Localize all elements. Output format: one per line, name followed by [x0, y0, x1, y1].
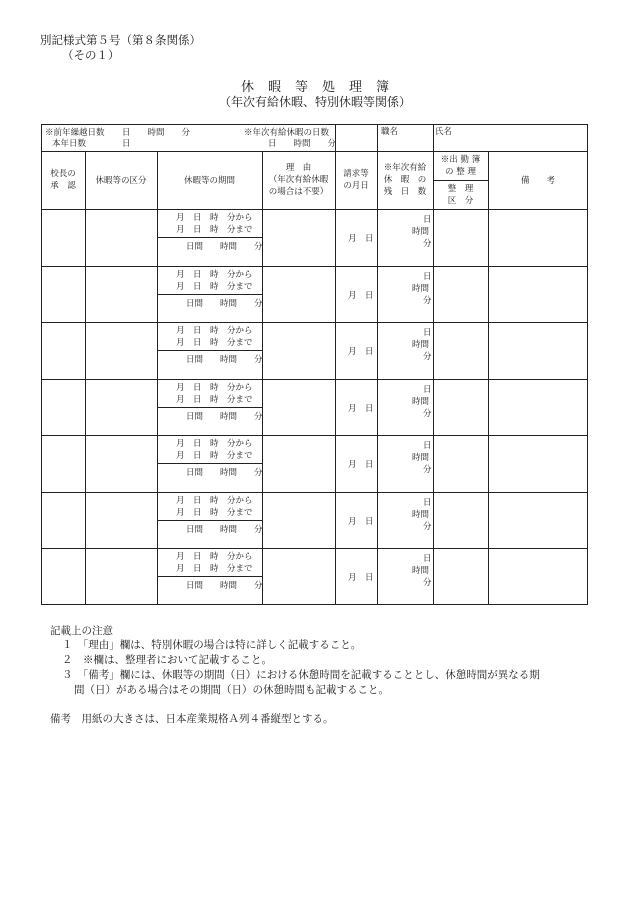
table-row-line [41, 266, 588, 267]
period-duration: 日間 時間 分 [186, 411, 263, 422]
remaining-day: 日 [423, 384, 432, 395]
period-duration: 日間 時間 分 [186, 355, 263, 366]
col-reason-header: 理 由 （年次有給休暇 の場合は不要） [268, 163, 329, 197]
request-month-day: 月 日 [348, 516, 374, 527]
table-vline-top3 [433, 124, 434, 151]
request-month-day: 月 日 [348, 347, 374, 358]
period-duration: 日間 時間 分 [186, 298, 263, 309]
position-label: 職名 [381, 127, 399, 137]
request-month-day: 月 日 [348, 573, 374, 584]
carryover-units: 日 時間 分 [122, 128, 191, 138]
col-request-date-header: 請求等 の月日 [343, 169, 369, 191]
period-duration-line [157, 350, 262, 351]
period-to: 月 日 時 分まで [176, 281, 253, 292]
col-remarks-header: 備 考 [520, 176, 555, 186]
paper-size-remark: 備考 用紙の大きさは、日本産業規格Ａ列４番縦型とする。 [50, 713, 334, 725]
table-vline-top2 [377, 124, 378, 151]
remaining-min: 分 [423, 352, 432, 363]
remaining-day: 日 [423, 554, 432, 565]
table-row-line [41, 548, 588, 549]
remaining-min: 分 [423, 239, 432, 249]
period-duration-line [157, 520, 262, 521]
form-label: 別記様式第５号（第８条関係） [40, 33, 201, 47]
note-item-2: ２ ※欄は、整理者において記載すること。 [62, 654, 272, 666]
period-from: 月 日 時 分から [176, 495, 253, 506]
period-duration-line [157, 576, 262, 577]
table-row-line [41, 492, 588, 493]
period-to: 月 日 時 分まで [176, 564, 253, 575]
period-duration: 日間 時間 分 [186, 468, 263, 479]
remaining-min: 分 [423, 408, 432, 419]
period-to: 月 日 時 分まで [176, 225, 253, 235]
period-from: 月 日 時 分から [176, 382, 253, 393]
request-month-day: 月 日 [348, 403, 374, 414]
remaining-hour: 時間 [412, 340, 430, 351]
period-duration-line [157, 463, 262, 464]
carryover-label: ※前年繰越日数 [45, 128, 105, 138]
col-type-header: 休暇等の区分 [95, 176, 147, 186]
period-from: 月 日 時 分から [176, 326, 253, 337]
remaining-day: 日 [423, 328, 432, 339]
remaining-min: 分 [423, 521, 432, 532]
period-to: 月 日 時 分まで [176, 507, 253, 518]
form-sub-label: （その１） [62, 48, 120, 62]
request-month-day: 月 日 [348, 234, 374, 244]
page-title: 休暇等処理簿 [240, 80, 403, 95]
note-item-1: １ 「理由」欄は、特別休暇の場合は特に詳しく記載すること。 [62, 639, 362, 651]
name-label: 氏名 [435, 127, 453, 137]
notes-title: 記載上の注意 [50, 625, 113, 637]
this-year-unit: 日 [122, 139, 131, 149]
page-subtitle: （年次有給休暇、特別休暇等関係） [218, 95, 411, 109]
remaining-day: 日 [423, 215, 432, 225]
remaining-hour: 時間 [412, 227, 430, 237]
period-from: 月 日 時 分から [176, 439, 253, 450]
col-attendance-header: ※出 勤 簿 の 整 理 [440, 155, 481, 177]
col-approval-header: 校長の 承 認 [50, 169, 76, 191]
period-from: 月 日 時 分から [176, 269, 253, 280]
col-attendance-sub-header: 整 理 区 分 [447, 184, 474, 206]
period-to: 月 日 時 分まで [176, 451, 253, 462]
period-from: 月 日 時 分から [176, 552, 253, 563]
note-item-3-cont: 間（日）がある場合はその期間（日）の休憩時間も記載すること。 [74, 684, 389, 696]
table-line-top [41, 151, 588, 152]
request-month-day: 月 日 [348, 290, 374, 301]
col-period-header: 休暇等の期間 [183, 176, 235, 186]
period-duration: 日間 時間 分 [186, 242, 263, 252]
remaining-min: 分 [423, 295, 432, 306]
period-duration-line [157, 237, 262, 238]
period-from: 月 日 時 分から [176, 213, 253, 223]
remaining-day: 日 [423, 441, 432, 452]
table-row-line [41, 435, 588, 436]
this-year-label: 本年日数 [52, 139, 87, 149]
period-duration-line [157, 294, 262, 295]
remaining-min: 分 [423, 465, 432, 476]
remaining-day: 日 [423, 271, 432, 282]
annual-leave-label: ※年次有給休暇の日数 [244, 128, 330, 138]
col-remaining-header: ※年次有給 休 暇 の 残 日 数 [383, 163, 427, 197]
period-to: 月 日 時 分まで [176, 338, 253, 349]
remaining-day: 日 [423, 497, 432, 508]
remaining-hour: 時間 [412, 566, 430, 577]
table-row-line [41, 379, 588, 380]
remaining-hour: 時間 [412, 283, 430, 294]
period-duration: 日間 時間 分 [186, 581, 263, 592]
remaining-hour: 時間 [412, 396, 430, 407]
note-item-3: ３ 「備考」欄には、休暇等の期間（日）における休憩時間を記載することとし、休憩時間が異なる期 [62, 669, 540, 681]
table-line-attendance [433, 180, 488, 181]
period-duration: 日間 時間 分 [186, 524, 263, 535]
remaining-hour: 時間 [412, 453, 430, 464]
remaining-min: 分 [423, 578, 432, 589]
annual-leave-units: 日 時間 分 [268, 139, 337, 149]
table-line-header [41, 209, 588, 210]
period-duration-line [157, 407, 262, 408]
table-row-line [41, 322, 588, 323]
request-month-day: 月 日 [348, 460, 374, 471]
period-to: 月 日 時 分まで [176, 394, 253, 405]
remaining-hour: 時間 [412, 509, 430, 520]
